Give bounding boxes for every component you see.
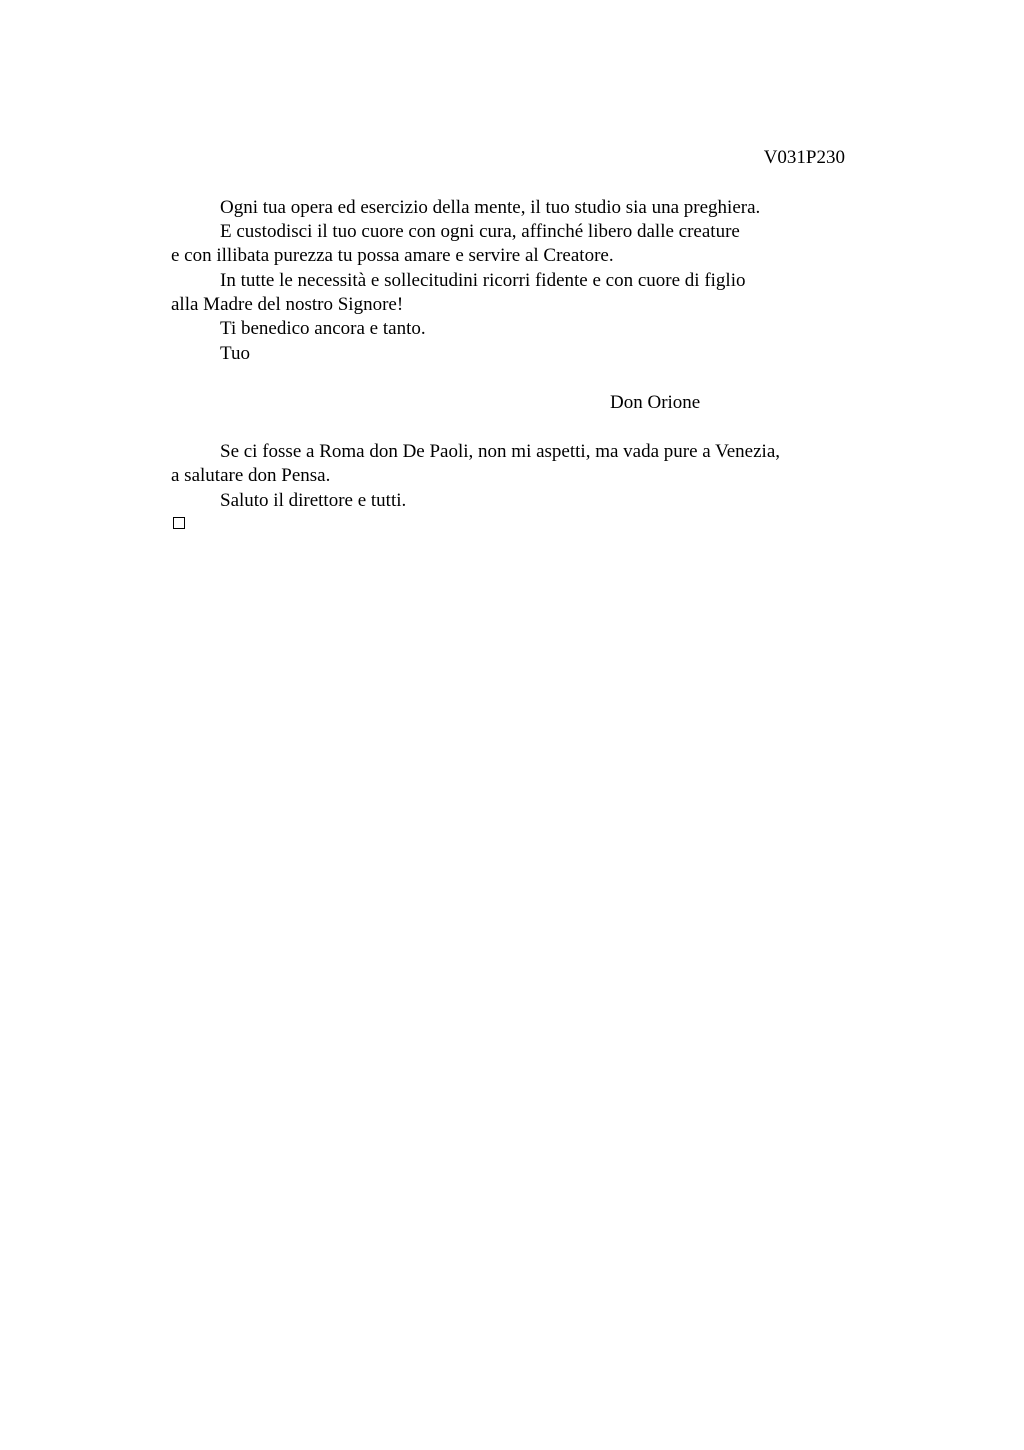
end-mark-box-icon [173,517,185,529]
page-identifier: V031P230 [763,147,845,168]
body-line-6: Ti benedico ancora e tanto. [220,318,426,339]
body-line-4: In tutte le necessità e sollecitudini ricorri fidente e con cuore di figlio [220,270,746,291]
body-line-3: e con illibata purezza tu possa amare e servire al Creatore. [171,245,614,266]
body-line-2: E custodisci il tuo cuore con ogni cura, affinché libero dalle creature [220,221,740,242]
body-line-7: Tuo [220,343,250,364]
signature: Don Orione [610,392,701,413]
body-line-1: Ogni tua opera ed esercizio della mente, il tuo studio sia una preghiera. [220,197,761,218]
body-line-5: alla Madre del nostro Signore! [171,294,404,315]
postscript-line-2: a salutare don Pensa. [171,465,331,486]
postscript-line-1: Se ci fosse a Roma don De Paoli, non mi aspetti, ma vada pure a Venezia, [220,441,780,462]
postscript-line-3: Saluto il direttore e tutti. [220,490,407,511]
